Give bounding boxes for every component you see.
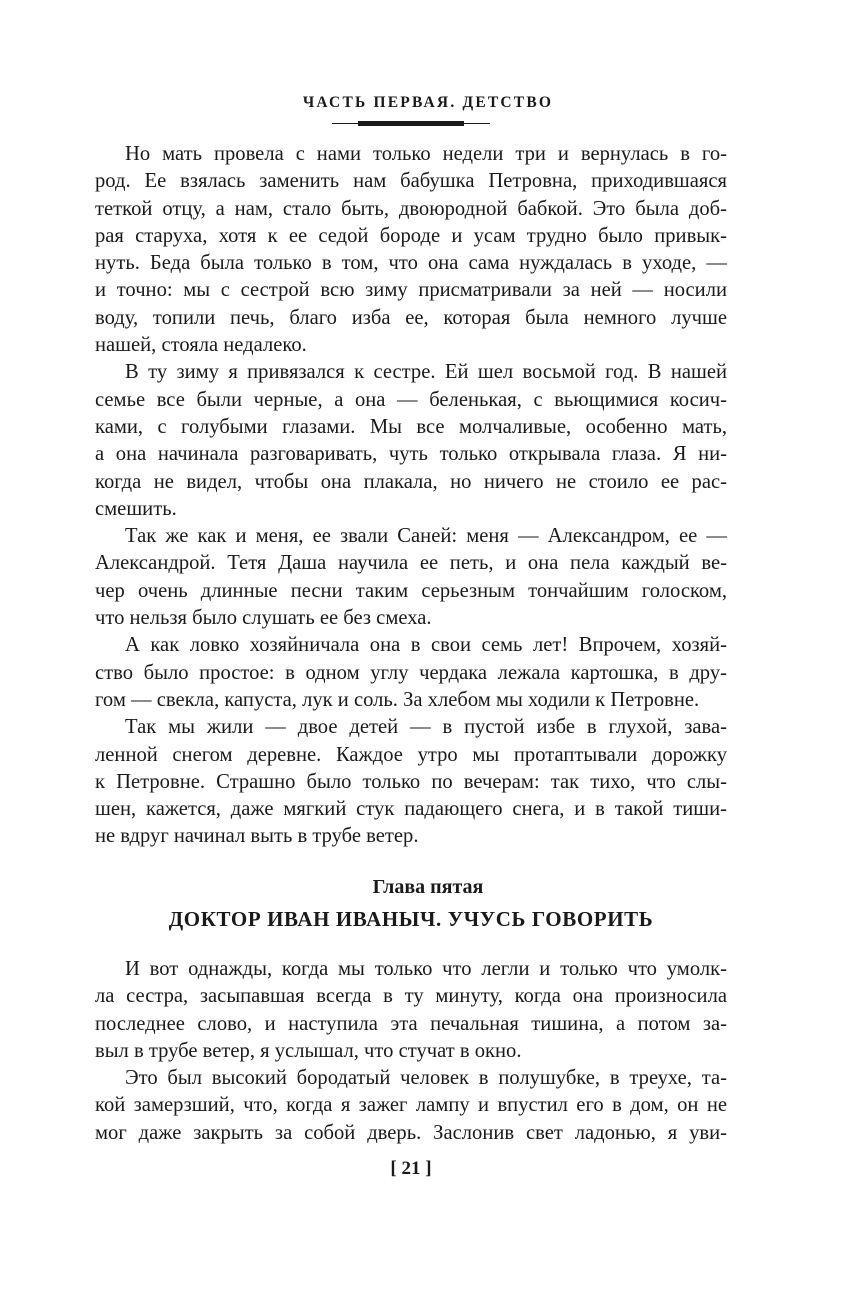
text-line: В ту зиму я привязался к сестре. Ей шел восьмой год. В нашей [125,361,727,384]
text-line: теткой отцу, а нам, стало быть, двоюродной бабкой. Это была доб- [95,197,727,220]
text-line: Александрой. Тетя Даша научила ее петь, и она пела каждый ве- [95,552,727,575]
text-line: А как ловко хозяйничала она в свои семь лет! Впрочем, хозяй- [125,634,727,657]
text-line: а она начинала разговаривать, чуть только открывала глаза. Я ни- [95,443,727,466]
text-line: Это был высокий бородатый человек в полушубке, в треухе, та- [125,1067,727,1090]
chapter-number: Глава пятая [372,876,484,898]
text-line: гом — свекла, капуста, лук и соль. За хлебом мы ходили к Петровне. [95,688,700,711]
text-line: выл в трубе ветер, я услышал, что стучат в окно. [95,1039,522,1062]
text-line: семье все были черные, а она — беленькая, с вьющимися косич- [95,388,727,411]
text-line: ками, с голубыми глазами. Мы все молчаливые, особенно мать, [95,415,727,438]
text-line: Так же как и меня, ее звали Саней: меня — Александром, ее — [125,525,727,548]
text-line: род. Ее взялась заменить нам бабушка Петровна, приходившаяся [95,170,727,193]
text-line: Так мы жили — двое детей — в пустой избе в глухой, зава- [125,716,727,739]
text-line: ленной снегом деревне. Каждое утро мы протаптывали дорожку [95,743,727,766]
chapter-title: ДОКТОР ИВАН ИВАНЫЧ. УЧУСЬ ГОВОРИТЬ [168,907,654,931]
text-line: шен, кажется, даже мягкий стук падающего снега, и в такой тиши- [95,798,727,821]
text-line: смешить. [95,497,177,520]
chapter-body-text [95,956,727,1147]
running-head: ЧАСТЬ ПЕРВАЯ. ДЕТСТВО [302,94,554,111]
header-rule-accent [358,121,464,126]
text-line: И вот однажды, когда мы только что легли и только что умолк- [125,958,727,980]
text-line: чер очень длинные песни таким серьезным тончайшим голоском, [95,579,727,602]
text-line: рая старуха, хотя к ее седой бороде и усам трудно было привык- [95,224,727,247]
text-line: ла сестра, засыпавшая всегда в ту минуту, когда она произносила [95,985,727,1008]
text-line: нашей, стояла недалеко. [95,334,307,357]
text-line: и точно: мы с сестрой всю зиму присматривали за ней — носили [95,279,727,302]
body-text [95,141,727,851]
text-line: когда не видел, чтобы она плакала, но ничего не стоило ее рас- [95,470,727,493]
text-line: к Петровне. Страшно было только по вечерам: так тихо, что слы- [95,770,727,793]
text-line: кой замерзший, что, когда я зажег лампу и впустил его в дом, он не [95,1094,727,1117]
text-line: Но мать провела с нами только недели три и вернулась в го- [125,143,727,165]
text-line: последнее слово, и наступила эта печальная тишина, а потом за- [95,1012,727,1035]
text-line: мог даже закрыть за собой дверь. Заслонив свет ладонью, я уви- [95,1121,727,1144]
text-line: нуть. Беда была только в том, что она сама нуждалась в уходе, — [95,252,727,275]
page-number: [ 21 ] [390,1158,432,1179]
text-line: воду, топили печь, благо изба ее, которая была немного лучше [95,306,727,329]
text-line: не вдруг начинал выть в трубе ветер. [95,825,419,848]
text-line: ство было простое: в одном углу чердака лежала картошка, в дру- [95,661,727,684]
text-line: что нельзя было слушать ее без смеха. [95,607,432,630]
